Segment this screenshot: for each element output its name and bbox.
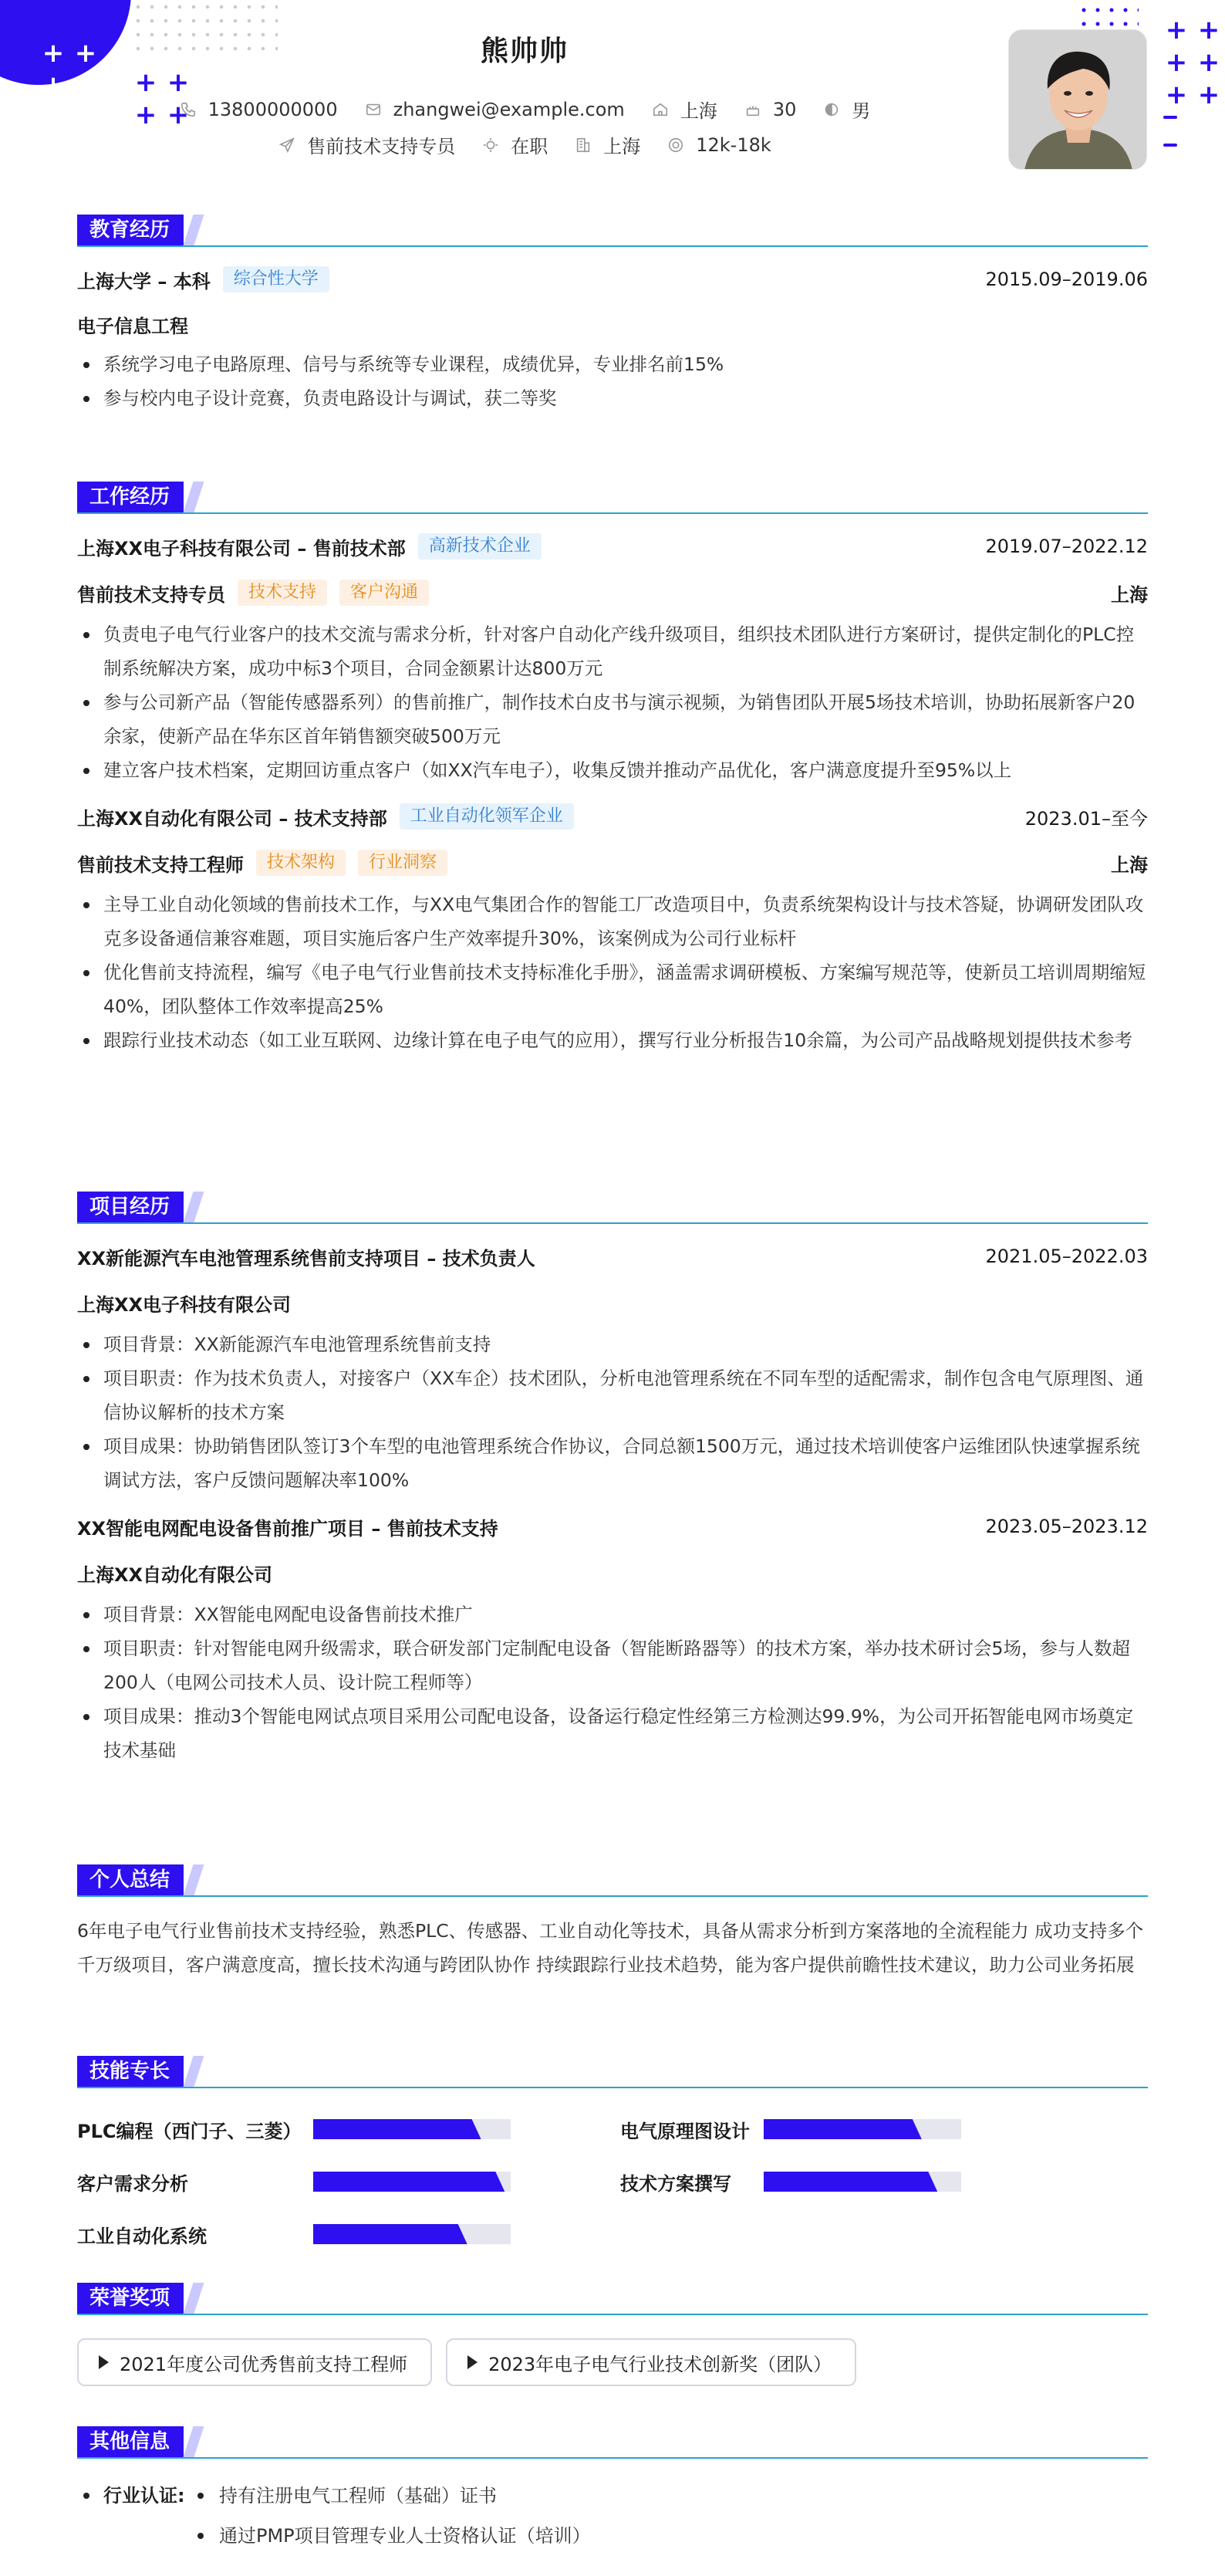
section-divider: [77, 1222, 1148, 1224]
major-row: [77, 310, 1148, 338]
education-entry-header: [77, 265, 1148, 293]
position-name: 售前技术支持专员: [77, 583, 225, 606]
section-title: 其他信息: [77, 2426, 184, 2457]
company-name: 上海XX电子科技有限公司 – 售前技术部: [77, 537, 406, 559]
section-header: [77, 2283, 1148, 2315]
gender-value: 男: [852, 100, 871, 122]
section-title-tail: [184, 2426, 204, 2457]
skill-name: 技术方案撰写: [620, 2172, 731, 2195]
project-company-row: [77, 1289, 1148, 1317]
list-item: 参与校内电子设计竞赛，负责电路设计与调试，获二等奖: [77, 381, 1148, 415]
section-title-tail: [184, 1864, 204, 1895]
work-bullets: [77, 887, 1148, 1057]
skill-level-bar: [764, 2172, 961, 2192]
email-value: zhangwei@example.com: [393, 98, 625, 120]
email-item: [364, 99, 625, 120]
dash-decoration: [1163, 144, 1177, 147]
age-value: 30: [772, 98, 797, 120]
coin-icon: [666, 136, 685, 154]
contact-info-row: [0, 96, 1049, 123]
education-bullets: [77, 347, 1148, 415]
list-item: 持有注册电气工程师（基础）证书: [193, 2476, 591, 2516]
skill-level-bar: [313, 2119, 511, 2139]
status-value: 在职: [511, 136, 548, 157]
section-title: 个人总结: [77, 1864, 184, 1895]
plus-pattern-decoration: + + + +: [134, 67, 190, 130]
list-item: 项目成果：协助销售团队签订3个车型的电池管理系统合作协议，合同总额1500万元，通过技术培训使客户运维团队快速掌握系统调试方法，客户反馈问题解决率100%: [77, 1429, 1148, 1497]
section-divider: [77, 1895, 1148, 1897]
work-bullets: [77, 617, 1148, 787]
section-title-tail: [184, 482, 204, 512]
plus-pattern-decoration: + + + +: [42, 38, 97, 101]
list-item: 项目成果：推动3个智能电网试点项目采用公司配电设备，设备运行稳定性经第三方检测达99.9%，为公司开拓智能电网市场奠定技术基础: [77, 1699, 1148, 1767]
city-item: [651, 96, 717, 123]
position-tag: 行业洞察: [358, 850, 447, 876]
major-name: 电子信息工程: [77, 315, 188, 337]
section-title: 工作经历: [77, 482, 184, 512]
section-title: 项目经历: [77, 1192, 184, 1222]
project-date: 2023.05–2023.12: [985, 1516, 1148, 1537]
section-header: [77, 2426, 1148, 2459]
position-row: [77, 849, 1148, 877]
company-tag: 工业自动化领军企业: [400, 803, 574, 830]
building-icon: [574, 136, 592, 154]
triangle-right-icon: [467, 2355, 478, 2369]
skill-item: [620, 2169, 961, 2195]
work-date: 2019.07–2022.12: [985, 536, 1148, 557]
summary-section: [77, 1864, 1148, 1982]
position-tag: 客户沟通: [339, 580, 429, 606]
project-company: 上海XX电子科技有限公司: [77, 1293, 292, 1316]
projects-section: [77, 1192, 1148, 1767]
status-icon: [481, 136, 500, 154]
section-header: [77, 2056, 1148, 2088]
skill-level-bar: [313, 2224, 511, 2244]
project-entry-header: [77, 1513, 1148, 1540]
skill-level-bar: [764, 2119, 961, 2139]
work-section: [77, 482, 1148, 1057]
phone-icon: [179, 100, 197, 119]
education-date: 2015.09–2019.06: [985, 269, 1148, 290]
position-tag: 技术架构: [256, 850, 346, 876]
section-title-tail: [184, 2283, 204, 2314]
list-item: 优化售前支持流程，编写《电子电气行业售前技术支持标准化手册》，涵盖需求调研模板、方案编写规范等，使新员工培训周期缩短40%，团队整体工作效率提高25%: [77, 955, 1148, 1023]
section-header: [77, 215, 1148, 247]
project-company-row: [77, 1559, 1148, 1587]
send-icon: [278, 136, 296, 154]
person-portrait-icon: [1009, 30, 1147, 170]
project-bullets: [77, 1597, 1148, 1767]
section-title: 荣誉奖项: [77, 2283, 184, 2314]
position-tag: 技术支持: [238, 580, 327, 606]
section-title: 教育经历: [77, 215, 184, 245]
other-section: [77, 2426, 1148, 2556]
plus-pattern-decoration: + + + + + +: [1165, 15, 1220, 110]
list-item: 跟踪行业技术动态（如工业互联网、边缘计算在电子电气的应用），撰写行业分析报告10余篇，为公司产品战略规划提供技术参考: [77, 1023, 1148, 1057]
skill-item: [620, 2116, 961, 2142]
section-title-tail: [184, 1192, 204, 1222]
award-item: [446, 2338, 856, 2386]
list-item: 项目职责：针对智能电网升级需求，联合研发部门定制配电设备（智能断路器等）的技术方案，举办技术研讨会5场，参与人数超200人（电网公司技术人员、设计院工程师等）: [77, 1631, 1148, 1699]
company-name: 上海XX自动化有限公司 – 技术支持部: [77, 807, 387, 830]
job-intent-row: [0, 131, 1049, 158]
project-company: 上海XX自动化有限公司: [77, 1564, 273, 1586]
education-section: [77, 215, 1148, 415]
work-entry-header: [77, 803, 1148, 830]
award-item: [77, 2338, 432, 2386]
awards-section: [77, 2283, 1148, 2386]
skill-level-fill: [764, 2172, 937, 2192]
position-row: [77, 579, 1148, 607]
skill-level-fill: [313, 2172, 505, 2192]
project-name: XX智能电网配电设备售前推广项目 – 售前技术支持: [77, 1517, 498, 1540]
skill-level-fill: [313, 2119, 481, 2139]
salary-value: 12k-18k: [696, 134, 771, 156]
award-label: 2023年电子电气行业技术创新奖（团队）: [488, 2353, 832, 2375]
section-title-tail: [184, 2056, 204, 2087]
section-divider: [77, 2457, 1148, 2459]
project-entry-header: [77, 1242, 1148, 1270]
skill-name: 电气原理图设计: [620, 2120, 750, 2142]
certification-list: [193, 2476, 591, 2556]
skill-level-fill: [764, 2119, 922, 2139]
section-header: [77, 1864, 1148, 1897]
status-item: [481, 131, 548, 158]
certification-row: [77, 2476, 1148, 2556]
skill-name: PLC编程（西门子、三菱）: [77, 2120, 302, 2142]
work-entry-header: [77, 532, 1148, 560]
skill-item: [77, 2169, 511, 2195]
cake-icon: [744, 100, 762, 119]
certification-label: 行业认证:: [77, 2476, 193, 2556]
position-name: 售前技术支持工程师: [77, 854, 244, 876]
target-city-item: [574, 131, 640, 158]
work-location: 上海: [1111, 583, 1148, 606]
candidate-name: 熊帅帅: [480, 35, 569, 67]
award-list: [77, 2338, 1148, 2386]
section-header: [77, 482, 1148, 514]
skill-name: 客户需求分析: [77, 2172, 188, 2195]
list-item: 项目职责：作为技术负责人，对接客户（XX车企）技术团队，分析电池管理系统在不同车型的适配需求，制作包含电气原理图、通信协议解析的技术方案: [77, 1361, 1148, 1429]
list-item: 项目背景：XX智能电网配电设备售前技术推广: [77, 1597, 1148, 1631]
home-icon: [651, 100, 670, 119]
project-bullets: [77, 1327, 1148, 1497]
school-tag: 综合性大学: [223, 266, 329, 292]
section-header: [77, 1192, 1148, 1224]
section-title: 技能专长: [77, 2056, 184, 2087]
school-name: 上海大学 – 本科: [77, 270, 211, 292]
phone-item: [179, 99, 338, 120]
list-item: 主导工业自动化领域的售前技术工作，与XX电气集团合作的智能工厂改造项目中，负责系统架构设计与技术答疑，协调研发团队攻克多设备通信兼容难题，项目实施后客户生产效率提升30%，该案例成为公司行业标杆: [77, 887, 1148, 955]
skill-name: 工业自动化系统: [77, 2225, 207, 2247]
age-item: [744, 99, 797, 120]
list-item: 通过PMP项目管理专业人士资格认证（培训）: [193, 2516, 591, 2556]
work-location: 上海: [1111, 854, 1148, 876]
company-tag: 高新技术企业: [418, 533, 542, 559]
summary-text: 6年电子电气行业售前技术支持经验，熟悉PLC、传感器、工业自动化等技术，具备从需求分析到方案落地的全流程能力 成功支持多个千万级项目，客户满意度高，擅长技术沟通与跨团队协作 持续跟踪行业技术趋势，能为客户提供前瞻性技术建议，助力公司业务拓展: [77, 1920, 1144, 1976]
triangle-right-icon: [99, 2355, 109, 2369]
section-divider: [77, 512, 1148, 514]
section-title-tail: [184, 215, 204, 245]
phone-value: 13800000000: [208, 98, 338, 120]
skills-grid: [77, 2105, 1148, 2267]
gender-icon: [822, 100, 841, 119]
salary-item: [666, 134, 771, 156]
dot-pattern-decoration: [1077, 3, 1139, 31]
skill-level-fill: [313, 2224, 467, 2244]
project-date: 2021.05–2022.03: [985, 1246, 1148, 1267]
mail-icon: [364, 100, 383, 119]
list-item: 建立客户技术档案，定期回访重点客户（如XX汽车电子），收集反馈并推动产品优化，客户满意度提升至95%以上: [77, 753, 1148, 787]
section-divider: [77, 2314, 1148, 2315]
list-item: 参与公司新产品（智能传感器系列）的售前推广，制作技术白皮书与演示视频，为销售团队开展5场技术培训，协助拓展新客户20余家，使新产品在华东区首年销售额突破500万元: [77, 685, 1148, 753]
skill-level-bar: [313, 2172, 511, 2192]
avatar: [1008, 29, 1147, 170]
target-job-item: [278, 131, 455, 158]
list-item: 负责电子电气行业客户的技术交流与需求分析，针对客户自动化产线升级项目，组织技术团队进行方案研讨，提供定制化的PLC控制系统解决方案，成功中标3个项目，合同金额累计达800万元: [77, 617, 1148, 685]
dash-decoration: [1163, 116, 1177, 119]
section-divider: [77, 2087, 1148, 2088]
section-divider: [77, 245, 1148, 247]
city-value: 上海: [680, 100, 717, 122]
award-label: 2021年度公司优秀售前支持工程师: [120, 2353, 408, 2375]
list-item: 项目背景：XX新能源汽车电池管理系统售前支持: [77, 1327, 1148, 1361]
skill-item: [77, 2221, 511, 2247]
skill-item: [77, 2116, 511, 2142]
project-name: XX新能源汽车电池管理系统售前支持项目 – 技术负责人: [77, 1247, 535, 1269]
list-item: 系统学习电子电路原理、信号与系统等专业课程，成绩优异，专业排名前15%: [77, 347, 1148, 381]
target-job-value: 售前技术支持专员: [307, 136, 456, 157]
target-city-value: 上海: [603, 136, 641, 157]
skills-section: [77, 2056, 1148, 2267]
work-date: 2023.01–至今: [1024, 807, 1148, 830]
gender-item: [822, 96, 870, 123]
